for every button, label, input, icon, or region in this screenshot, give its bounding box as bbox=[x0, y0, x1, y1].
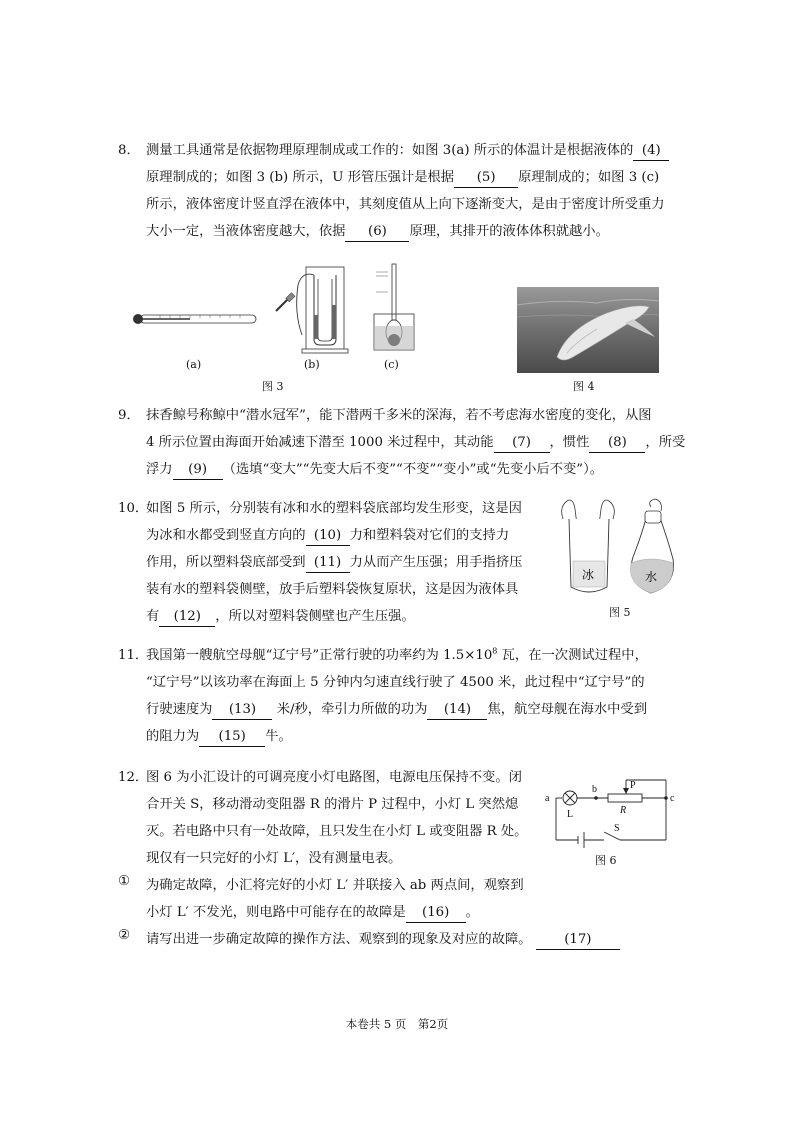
q10-line2: 为冰和水都受到竖直方向的 (10) 力和塑料袋对它们的支持力 bbox=[146, 524, 509, 546]
resistor-R-label: R bbox=[620, 805, 627, 816]
blank-16[interactable]: (16) bbox=[406, 904, 466, 923]
blank-17[interactable]: (17) bbox=[536, 931, 620, 950]
q11-line3: 行驶速度为 (13) 米/秒，牵引力所做的功为 (14) 焦，航空母舰在海水中受到 bbox=[146, 698, 647, 720]
q8-line4: 大小一定，当液体密度越大，依据 (6) 原理，其排开的液体体积就越小。 bbox=[146, 220, 609, 242]
blank-13[interactable]: (13) bbox=[212, 701, 272, 720]
q8-line1: 测量工具通常是依据物理原理制成或工作的：如图 3(a) 所示的体温计是根据液体的 (4) bbox=[146, 139, 669, 161]
node-c-label: c bbox=[670, 793, 675, 804]
q9-line2: 4 所示位置由海面开始减速下潜至 1000 米过程中，其动能 (7) ，惯性 (8) ，所受 bbox=[146, 431, 685, 453]
blank-9[interactable]: (9) bbox=[173, 461, 223, 480]
fig3a-label: (a) bbox=[186, 358, 202, 371]
sperm-whale-photo bbox=[517, 287, 659, 373]
fig4-caption: 图 4 bbox=[573, 380, 595, 393]
q11-line2: “辽宁号”以该功率在海面上 5 分钟内匀速直线行驶了 4500 米，此过程中“辽宁号”的 bbox=[146, 675, 645, 690]
fig5-caption: 图 5 bbox=[609, 606, 631, 619]
q11-line4: 的阻力为 (15) 牛。 bbox=[146, 725, 292, 747]
blank-12[interactable]: (12) bbox=[159, 608, 215, 627]
q9-line1: 抹香鲸号称鲸中“潜水冠军”，能下潜两千多米的深海，若不考虑海水密度的变化，从图 bbox=[146, 408, 652, 423]
q12-sub1-number: ① bbox=[118, 874, 130, 889]
blank-14[interactable]: (14) bbox=[427, 701, 487, 720]
thermometer-figure bbox=[130, 308, 260, 330]
q8-number: 8． bbox=[118, 143, 140, 158]
u-tube-manometer-figure bbox=[272, 265, 354, 355]
q12-sub2-line1: 请写出进一步确定故障的操作方法、观察到的现象及对应的故障。 (17) bbox=[146, 928, 620, 950]
q8-line2: 原理制成的；如图 3 (b) 所示，U 形管压强计是根据 (5) 原理制成的；如图 3 (c) bbox=[146, 166, 659, 188]
slider-P-label: P bbox=[630, 780, 636, 791]
q12-sub2-number: ② bbox=[118, 928, 130, 943]
q12-line4: 现仅有一只完好的小灯 L′，没有测量电表。 bbox=[146, 851, 402, 866]
node-a-label: a bbox=[545, 793, 550, 804]
blank-15[interactable]: (15) bbox=[199, 728, 265, 747]
q12-number: 12． bbox=[118, 770, 149, 785]
power-value: 1.5×10 bbox=[443, 648, 493, 663]
q12-sub1-line2: 小灯 L′ 不发光，则电路中可能存在的故障是 (16) 。 bbox=[146, 901, 479, 923]
q9-line3: 浮力 (9) （选填“变大”“先变大后不变”“不变”“变小”或“先变小后不变”）。 bbox=[146, 458, 603, 480]
q11-number: 11． bbox=[118, 648, 149, 663]
power-exponent: 8 bbox=[492, 646, 498, 656]
ice-label: 冰 bbox=[582, 568, 595, 582]
blank-11[interactable]: (11) bbox=[306, 554, 350, 573]
fig6-caption: 图 6 bbox=[595, 854, 617, 867]
q10-line4: 装有水的塑料袋侧壁，放手后塑料袋恢复原状，这是因为液体具 bbox=[146, 582, 519, 597]
blank-7[interactable]: (7) bbox=[494, 434, 550, 453]
q12-line2: 合开关 S，移动滑动变阻器 R 的滑片 P 过程中，小灯 L 突然熄 bbox=[146, 797, 519, 812]
q12-line1: 图 6 为小汇设计的可调亮度小灯电路图，电源电压保持不变。闭 bbox=[146, 770, 522, 785]
q8-line3: 所示，液体密度计竖直浮在液体中，其刻度值从上向下逐渐变大，是由于密度计所受重力 bbox=[146, 197, 665, 212]
q12-line3: 灭。若电路中只有一处故障，且只发生在小灯 L 或变阻器 R 处。 bbox=[146, 824, 528, 839]
blank-10[interactable]: (10) bbox=[306, 527, 350, 546]
blank-6[interactable]: (6) bbox=[345, 223, 409, 242]
circuit-diagram bbox=[540, 770, 682, 850]
q10-line3: 作用，所以塑料袋底部受到 (11) 力从而产生压强；用手指挤压 bbox=[146, 551, 522, 573]
plastic-bags-figure bbox=[555, 497, 685, 601]
q10-line1: 如图 5 所示，分别装有冰和水的塑料袋底部均发生形变，这是因 bbox=[146, 501, 522, 516]
page-footer: 本卷共 5 页 第2页 bbox=[345, 1017, 449, 1031]
fig3b-label: (b) bbox=[304, 358, 320, 371]
node-b-label: b bbox=[592, 784, 597, 795]
fig3-caption: 图 3 bbox=[262, 380, 284, 393]
blank-4[interactable]: (4) bbox=[633, 142, 669, 161]
lamp-L-label: L bbox=[567, 809, 574, 820]
q11-line1: 我国第一艘航空母舰“辽宁号”正常行驶的功率约为 $1.5\times 10^8$ 瓦，在一次测试过程中， bbox=[146, 646, 648, 663]
q9-number: 9． bbox=[118, 408, 140, 423]
q10-number: 10． bbox=[118, 501, 149, 516]
switch-S-label: S bbox=[614, 823, 620, 834]
water-label: 水 bbox=[645, 570, 658, 584]
fig3c-label: (c) bbox=[384, 358, 399, 371]
hydrometer-figure bbox=[372, 262, 416, 354]
q10-line5: 有 (12) ，所以对塑料袋侧壁也产生压强。 bbox=[146, 605, 415, 627]
blank-8[interactable]: (8) bbox=[589, 434, 645, 453]
blank-5[interactable]: (5) bbox=[454, 169, 518, 188]
q12-sub1-line1: 为确定故障，小汇将完好的小灯 L′ 并联接入 ab 两点间，观察到 bbox=[146, 878, 524, 893]
